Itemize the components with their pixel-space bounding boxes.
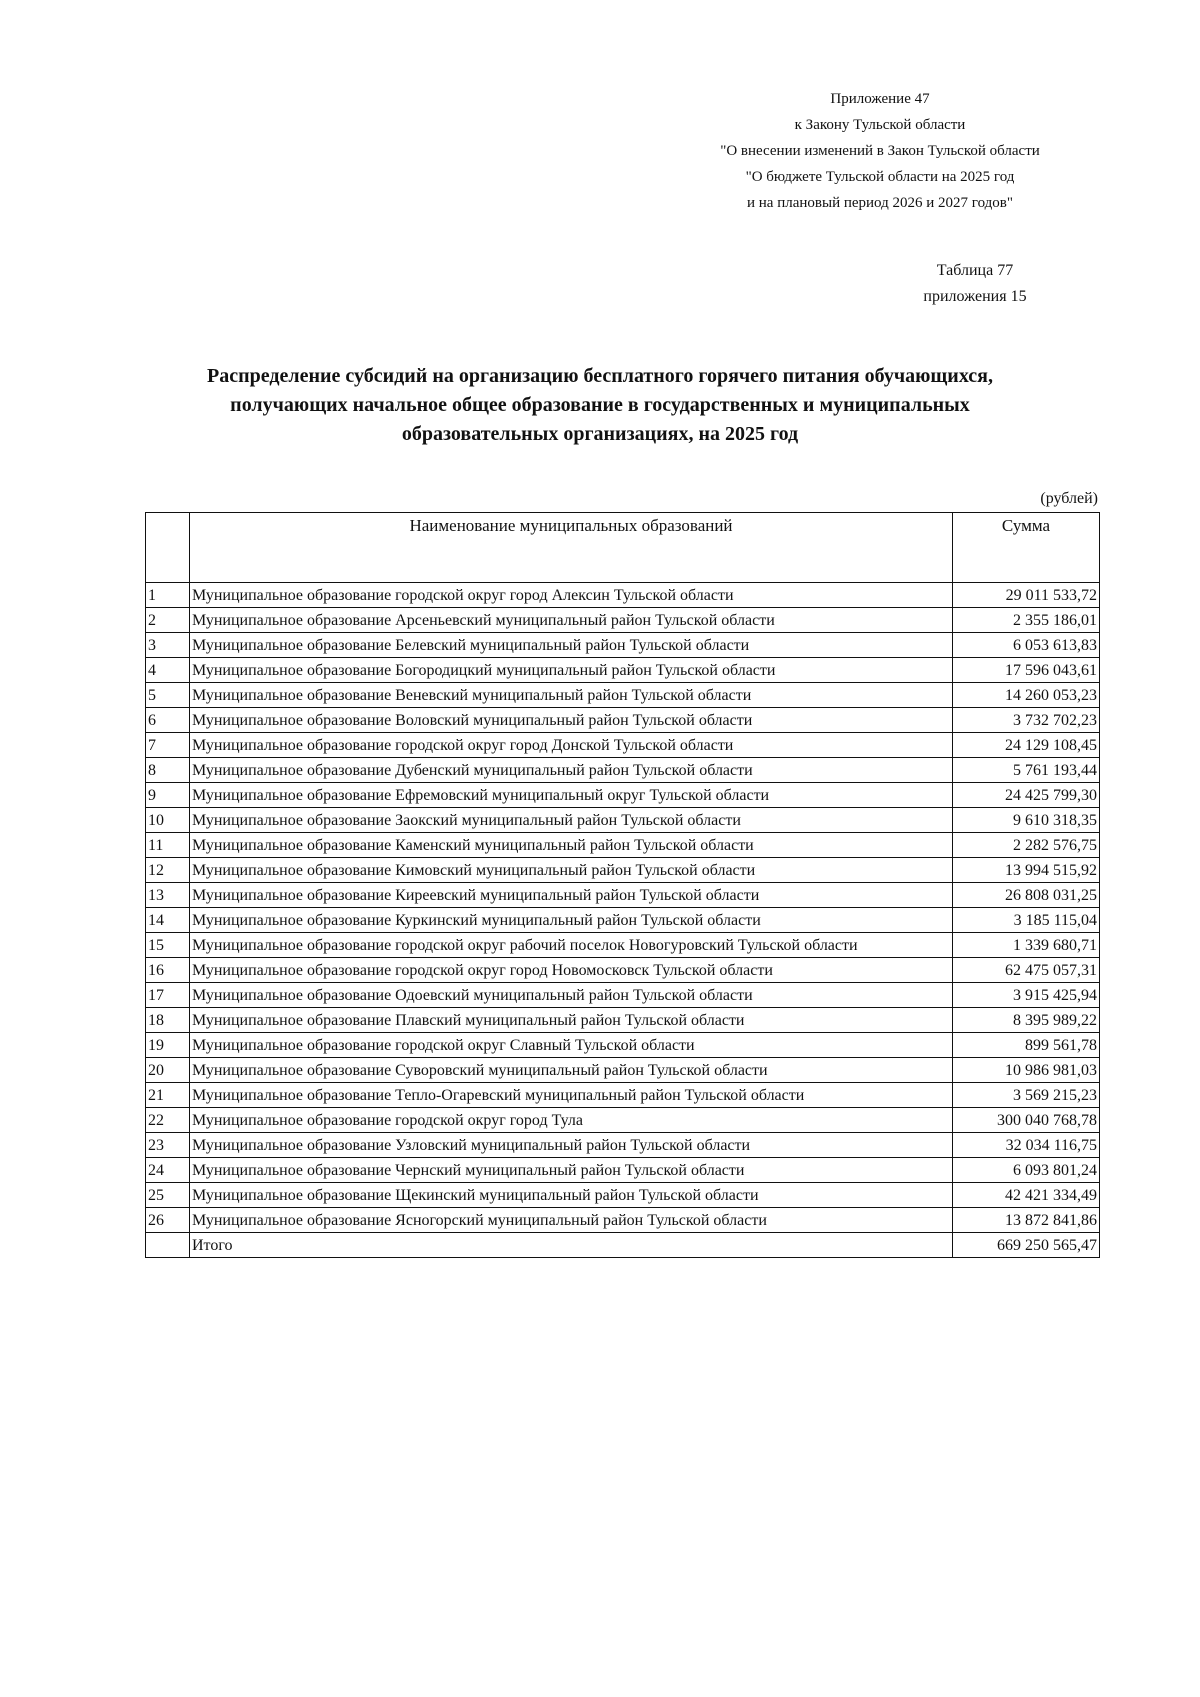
row-sum: 3 569 215,23 xyxy=(953,1083,1100,1108)
row-sum: 62 475 057,31 xyxy=(953,958,1100,983)
row-sum: 2 355 186,01 xyxy=(953,608,1100,633)
row-sum: 1 339 680,71 xyxy=(953,933,1100,958)
row-sum: 8 395 989,22 xyxy=(953,1008,1100,1033)
row-name: Муниципальное образование Богородицкий муниципальный район Тульской области xyxy=(190,658,953,683)
row-name: Муниципальное образование Ясногорский муниципальный район Тульской области xyxy=(190,1208,953,1233)
row-name: Муниципальное образование городской округ город Тула xyxy=(190,1108,953,1133)
table-row xyxy=(146,1158,1100,1183)
header-num-cell xyxy=(146,513,190,583)
row-number: 15 xyxy=(146,933,190,958)
row-sum: 5 761 193,44 xyxy=(953,758,1100,783)
row-name: Муниципальное образование городской округ рабочий поселок Новогуровский Тульской области xyxy=(190,933,953,958)
document-header xyxy=(680,86,1080,216)
table-row xyxy=(146,1208,1100,1233)
header-name-cell: Наименование муниципальных образований xyxy=(190,513,953,583)
row-sum: 17 596 043,61 xyxy=(953,658,1100,683)
row-name: Муниципальное образование Тепло-Огаревский муниципальный район Тульской области xyxy=(190,1083,953,1108)
table-row xyxy=(146,1183,1100,1208)
row-number: 25 xyxy=(146,1183,190,1208)
row-number: 12 xyxy=(146,858,190,883)
row-sum: 32 034 116,75 xyxy=(953,1133,1100,1158)
row-sum: 14 260 053,23 xyxy=(953,683,1100,708)
row-name: Муниципальное образование Воловский муниципальный район Тульской области xyxy=(190,708,953,733)
table-row xyxy=(146,933,1100,958)
row-number: 5 xyxy=(146,683,190,708)
row-sum: 13 994 515,92 xyxy=(953,858,1100,883)
row-number: 9 xyxy=(146,783,190,808)
row-number: 17 xyxy=(146,983,190,1008)
total-label: Итого xyxy=(190,1233,953,1258)
header-line-2: к Закону Тульской области xyxy=(794,117,966,133)
row-name: Муниципальное образование Суворовский муниципальный район Тульской области xyxy=(190,1058,953,1083)
table-row xyxy=(146,683,1100,708)
total-num-cell xyxy=(146,1233,190,1258)
row-sum: 3 915 425,94 xyxy=(953,983,1100,1008)
row-name: Муниципальное образование городской округ город Новомосковск Тульской области xyxy=(190,958,953,983)
title-line-1: Распределение субсидий на организацию бесплатного горячего питания обучающихся, xyxy=(207,365,993,387)
row-name: Муниципальное образование Узловский муниципальный район Тульской области xyxy=(190,1133,953,1158)
row-number: 3 xyxy=(146,633,190,658)
table-body xyxy=(146,583,1100,1233)
header-sum-cell: Сумма xyxy=(953,513,1100,583)
table-row xyxy=(146,1008,1100,1033)
row-name: Муниципальное образование городской округ Славный Тульской области xyxy=(190,1033,953,1058)
row-number: 26 xyxy=(146,1208,190,1233)
table-row xyxy=(146,858,1100,883)
row-sum: 26 808 031,25 xyxy=(953,883,1100,908)
table-row xyxy=(146,1058,1100,1083)
row-name: Муниципальное образование Кимовский муниципальный район Тульской области xyxy=(190,858,953,883)
row-sum: 3 732 702,23 xyxy=(953,708,1100,733)
row-name: Муниципальное образование Чернский муниципальный район Тульской области xyxy=(190,1158,953,1183)
table-row xyxy=(146,583,1100,608)
table-row xyxy=(146,783,1100,808)
table-row xyxy=(146,1108,1100,1133)
table-row xyxy=(146,658,1100,683)
header-line-4: "О бюджете Тульской области на 2025 год xyxy=(745,169,1015,185)
header-line-1: Приложение 47 xyxy=(830,91,930,107)
row-number: 21 xyxy=(146,1083,190,1108)
row-sum: 24 425 799,30 xyxy=(953,783,1100,808)
row-name: Муниципальное образование Заокский муниципальный район Тульской области xyxy=(190,808,953,833)
table-row xyxy=(146,758,1100,783)
row-number: 18 xyxy=(146,1008,190,1033)
row-number: 19 xyxy=(146,1033,190,1058)
row-name: Муниципальное образование городской округ город Донской Тульской области xyxy=(190,733,953,758)
row-sum: 2 282 576,75 xyxy=(953,833,1100,858)
table-row xyxy=(146,983,1100,1008)
row-sum: 300 040 768,78 xyxy=(953,1108,1100,1133)
row-name: Муниципальное образование Дубенский муниципальный район Тульской области xyxy=(190,758,953,783)
row-name: Муниципальное образование Одоевский муниципальный район Тульской области xyxy=(190,983,953,1008)
table-row xyxy=(146,808,1100,833)
table-ref-line-2: приложения 15 xyxy=(923,288,1027,305)
title-line-3: образовательных организациях, на 2025 год xyxy=(401,423,799,445)
row-number: 16 xyxy=(146,958,190,983)
table-row xyxy=(146,1083,1100,1108)
row-name: Муниципальное образование Белевский муниципальный район Тульской области xyxy=(190,633,953,658)
row-sum: 9 610 318,35 xyxy=(953,808,1100,833)
document-title xyxy=(150,362,1050,449)
table-header-row xyxy=(146,513,1100,583)
row-name: Муниципальное образование Арсеньевский муниципальный район Тульской области xyxy=(190,608,953,633)
row-number: 2 xyxy=(146,608,190,633)
total-sum: 669 250 565,47 xyxy=(953,1233,1100,1258)
table-row xyxy=(146,1133,1100,1158)
row-name: Муниципальное образование Каменский муниципальный район Тульской области xyxy=(190,833,953,858)
table-reference xyxy=(900,258,1050,310)
table-row xyxy=(146,833,1100,858)
table-ref-line-1: Таблица 77 xyxy=(936,262,1014,279)
title-line-2: получающих начальное общее образование в государственных и муниципальных xyxy=(230,394,970,416)
row-sum: 24 129 108,45 xyxy=(953,733,1100,758)
row-name: Муниципальное образование Плавский муниципальный район Тульской области xyxy=(190,1008,953,1033)
row-name: Муниципальное образование Куркинский муниципальный район Тульской области xyxy=(190,908,953,933)
table-row xyxy=(146,1033,1100,1058)
table-row xyxy=(146,733,1100,758)
row-sum: 13 872 841,86 xyxy=(953,1208,1100,1233)
table-row xyxy=(146,608,1100,633)
header-line-5: и на плановый период 2026 и 2027 годов" xyxy=(747,195,1013,211)
row-number: 14 xyxy=(146,908,190,933)
row-name: Муниципальное образование Киреевский муниципальный район Тульской области xyxy=(190,883,953,908)
row-sum: 6 053 613,83 xyxy=(953,633,1100,658)
total-row xyxy=(146,1233,1100,1258)
row-sum: 10 986 981,03 xyxy=(953,1058,1100,1083)
row-number: 6 xyxy=(146,708,190,733)
row-number: 22 xyxy=(146,1108,190,1133)
table-row xyxy=(146,958,1100,983)
subsidy-table xyxy=(145,512,1100,1258)
table-row xyxy=(146,908,1100,933)
row-name: Муниципальное образование городской округ город Алексин Тульской области xyxy=(190,583,953,608)
row-number: 13 xyxy=(146,883,190,908)
row-number: 1 xyxy=(146,583,190,608)
unit-label: (рублей) xyxy=(1040,490,1098,507)
table-row xyxy=(146,883,1100,908)
row-sum: 6 093 801,24 xyxy=(953,1158,1100,1183)
row-sum: 42 421 334,49 xyxy=(953,1183,1100,1208)
row-number: 4 xyxy=(146,658,190,683)
row-number: 20 xyxy=(146,1058,190,1083)
row-number: 23 xyxy=(146,1133,190,1158)
row-sum: 899 561,78 xyxy=(953,1033,1100,1058)
row-number: 8 xyxy=(146,758,190,783)
row-number: 11 xyxy=(146,833,190,858)
row-number: 7 xyxy=(146,733,190,758)
row-number: 24 xyxy=(146,1158,190,1183)
row-sum: 29 011 533,72 xyxy=(953,583,1100,608)
row-sum: 3 185 115,04 xyxy=(953,908,1100,933)
row-name: Муниципальное образование Веневский муниципальный район Тульской области xyxy=(190,683,953,708)
row-name: Муниципальное образование Ефремовский муниципальный округ Тульской области xyxy=(190,783,953,808)
table-row xyxy=(146,633,1100,658)
row-name: Муниципальное образование Щекинский муниципальный район Тульской области xyxy=(190,1183,953,1208)
table-row xyxy=(146,708,1100,733)
row-number: 10 xyxy=(146,808,190,833)
header-line-3: "О внесении изменений в Закон Тульской области xyxy=(720,143,1040,159)
